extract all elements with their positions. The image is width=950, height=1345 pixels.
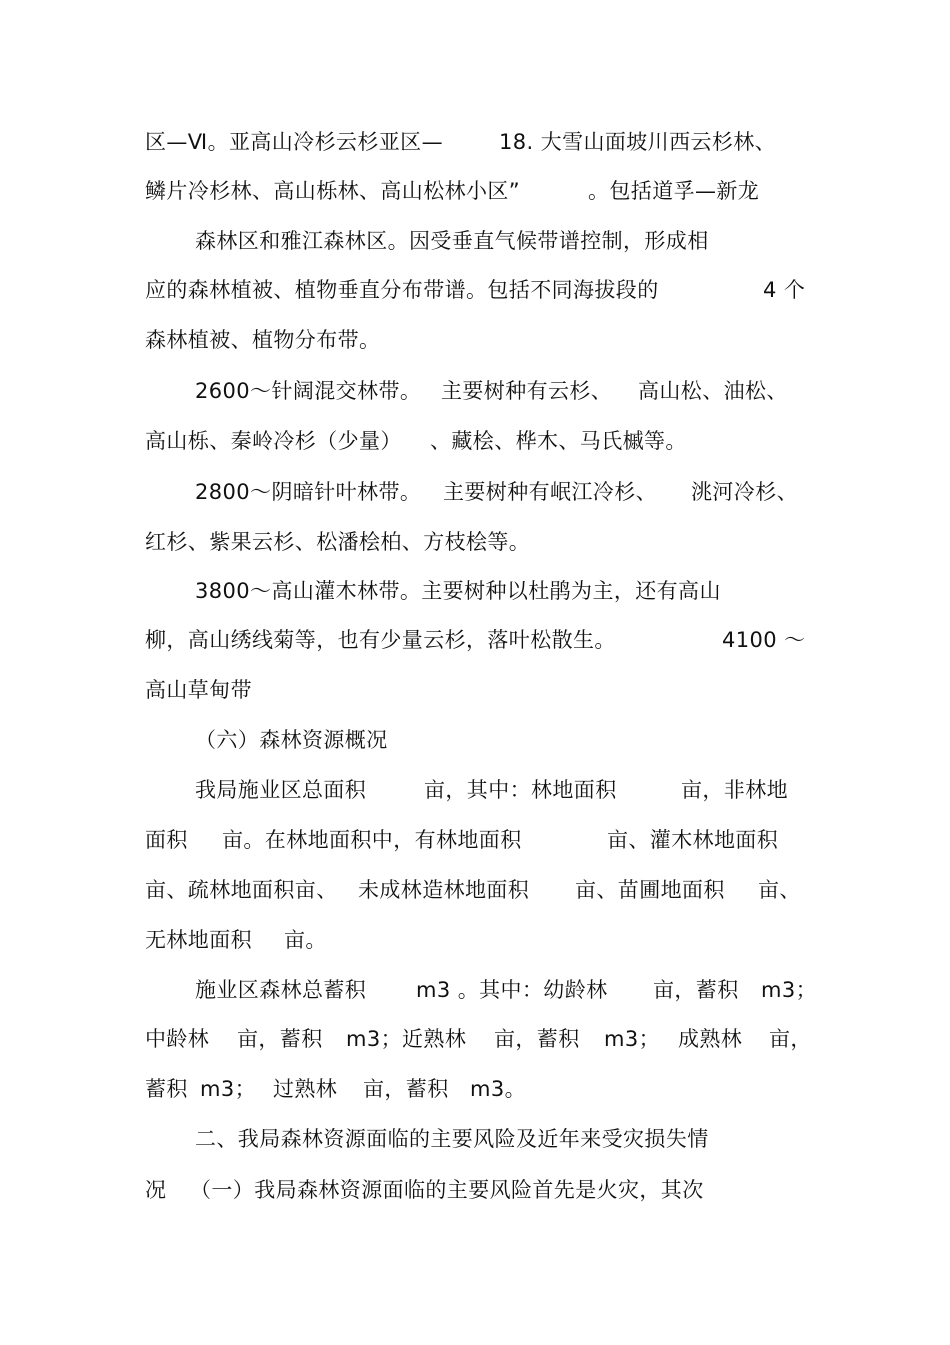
text-line xyxy=(0,972,818,1008)
section-heading xyxy=(0,722,388,758)
text-segment: 亩，蓄积 xyxy=(363,1077,449,1101)
text-segment: 亩。在林地面积中，有林地面积 xyxy=(222,828,522,852)
text-segment: 主要树种有云杉、 xyxy=(441,379,613,403)
text-line xyxy=(0,622,806,658)
text-segment: m3。 xyxy=(470,1077,527,1101)
text-segment: 应的森林植被、植物垂直分布带谱。包括不同海拔段的 xyxy=(145,278,659,302)
text-segment: 亩，蓄积 xyxy=(237,1027,323,1051)
text-segment: 未成林造林地面积 xyxy=(358,878,530,902)
text-segment: 成熟林 xyxy=(678,1027,743,1051)
text-line xyxy=(0,772,788,808)
text-segment: 柳，高山绣线菊等，也有少量云杉，落叶松散生。 xyxy=(145,628,616,652)
text-segment: 中龄林 xyxy=(145,1027,210,1051)
text-segment: m3 。其中：幼龄林 xyxy=(416,978,608,1002)
text-segment: m3； xyxy=(604,1027,661,1051)
text-segment: 过熟林 xyxy=(273,1077,338,1101)
text-segment: 亩， xyxy=(769,1027,812,1051)
text-line xyxy=(0,322,381,358)
text-segment: m3； xyxy=(761,978,818,1002)
text-segment: 亩，蓄积 xyxy=(494,1027,580,1051)
text-segment: 18. 大雪山面坡川西云杉林、 xyxy=(499,130,777,154)
text-segment: 亩。 xyxy=(284,928,327,952)
text-line xyxy=(0,173,760,209)
text-segment: 亩，非林地 xyxy=(681,778,788,802)
text-line xyxy=(0,1071,527,1107)
text-line xyxy=(0,573,721,609)
text-segment: 况 xyxy=(145,1178,167,1202)
text-line xyxy=(0,922,327,958)
text-line xyxy=(0,872,801,908)
text-segment: 亩、灌木林地面积 xyxy=(607,828,779,852)
text-line xyxy=(0,524,531,560)
text-segment: 3800～高山灌木林带。主要树种以杜鹃为主，还有高山 xyxy=(195,579,721,603)
text-segment: 森林区和雅江森林区。因受垂直气候带谱控制，形成相 xyxy=(195,229,709,253)
text-line xyxy=(0,1172,704,1208)
text-segment: 亩、 xyxy=(758,878,801,902)
text-line xyxy=(0,124,777,160)
text-segment: 鳞片冷杉林、高山栎林、高山松林小区” xyxy=(145,179,521,203)
text-segment: 4 个 xyxy=(763,278,806,302)
text-segment: 。包括道孚—新龙 xyxy=(588,179,760,203)
text-segment: 亩、苗圃地面积 xyxy=(575,878,725,902)
text-segment: 高山栎、秦岭冷杉（少量） xyxy=(145,429,402,453)
text-segment: 区—Ⅵ。亚高山冷杉云杉亚区— xyxy=(145,130,443,154)
text-line xyxy=(0,1021,812,1057)
text-segment: m3； xyxy=(200,1077,257,1101)
text-segment: 施业区森林总蓄积 xyxy=(195,978,367,1002)
text-segment: 2600～针阔混交林带。 xyxy=(195,379,422,403)
text-segment: 我局施业区总面积 xyxy=(195,778,367,802)
text-segment: 亩、疏林地面积亩、 xyxy=(145,878,338,902)
text-segment: 亩，其中：林地面积 xyxy=(424,778,617,802)
text-segment: 4100 ～ xyxy=(722,628,806,652)
section-heading xyxy=(0,1121,709,1157)
text-line xyxy=(0,272,806,308)
text-segment: m3；近熟林 xyxy=(346,1027,467,1051)
text-segment: 主要树种有岷江冷杉、 xyxy=(443,480,657,504)
text-segment: 、藏桧、桦木、马氏槭等。 xyxy=(430,429,687,453)
text-segment: 亩，蓄积 xyxy=(653,978,739,1002)
text-segment: 二、我局森林资源面临的主要风险及近年来受灾损失情 xyxy=(195,1127,709,1151)
text-segment: （六）森林资源概况 xyxy=(195,728,388,752)
text-line xyxy=(0,423,687,459)
text-segment: 2800～阴暗针叶林带。 xyxy=(195,480,422,504)
text-line xyxy=(0,223,709,259)
text-segment: 面积 xyxy=(145,828,188,852)
text-line xyxy=(0,474,798,510)
text-line xyxy=(0,822,779,858)
text-segment: （一）我局森林资源面临的主要风险首先是火灾，其次 xyxy=(190,1178,704,1202)
text-segment: 高山草甸带 xyxy=(145,678,252,702)
text-segment: 无林地面积 xyxy=(145,928,252,952)
text-segment: 洮河冷杉、 xyxy=(691,480,798,504)
text-segment: 红杉、紫果云杉、松潘桧柏、方枝桧等。 xyxy=(145,530,531,554)
text-segment: 森林植被、植物分布带。 xyxy=(145,328,381,352)
text-segment: 蓄积 xyxy=(145,1077,188,1101)
text-line xyxy=(0,672,252,708)
text-segment: 高山松、油松、 xyxy=(638,379,788,403)
text-line xyxy=(0,373,788,409)
